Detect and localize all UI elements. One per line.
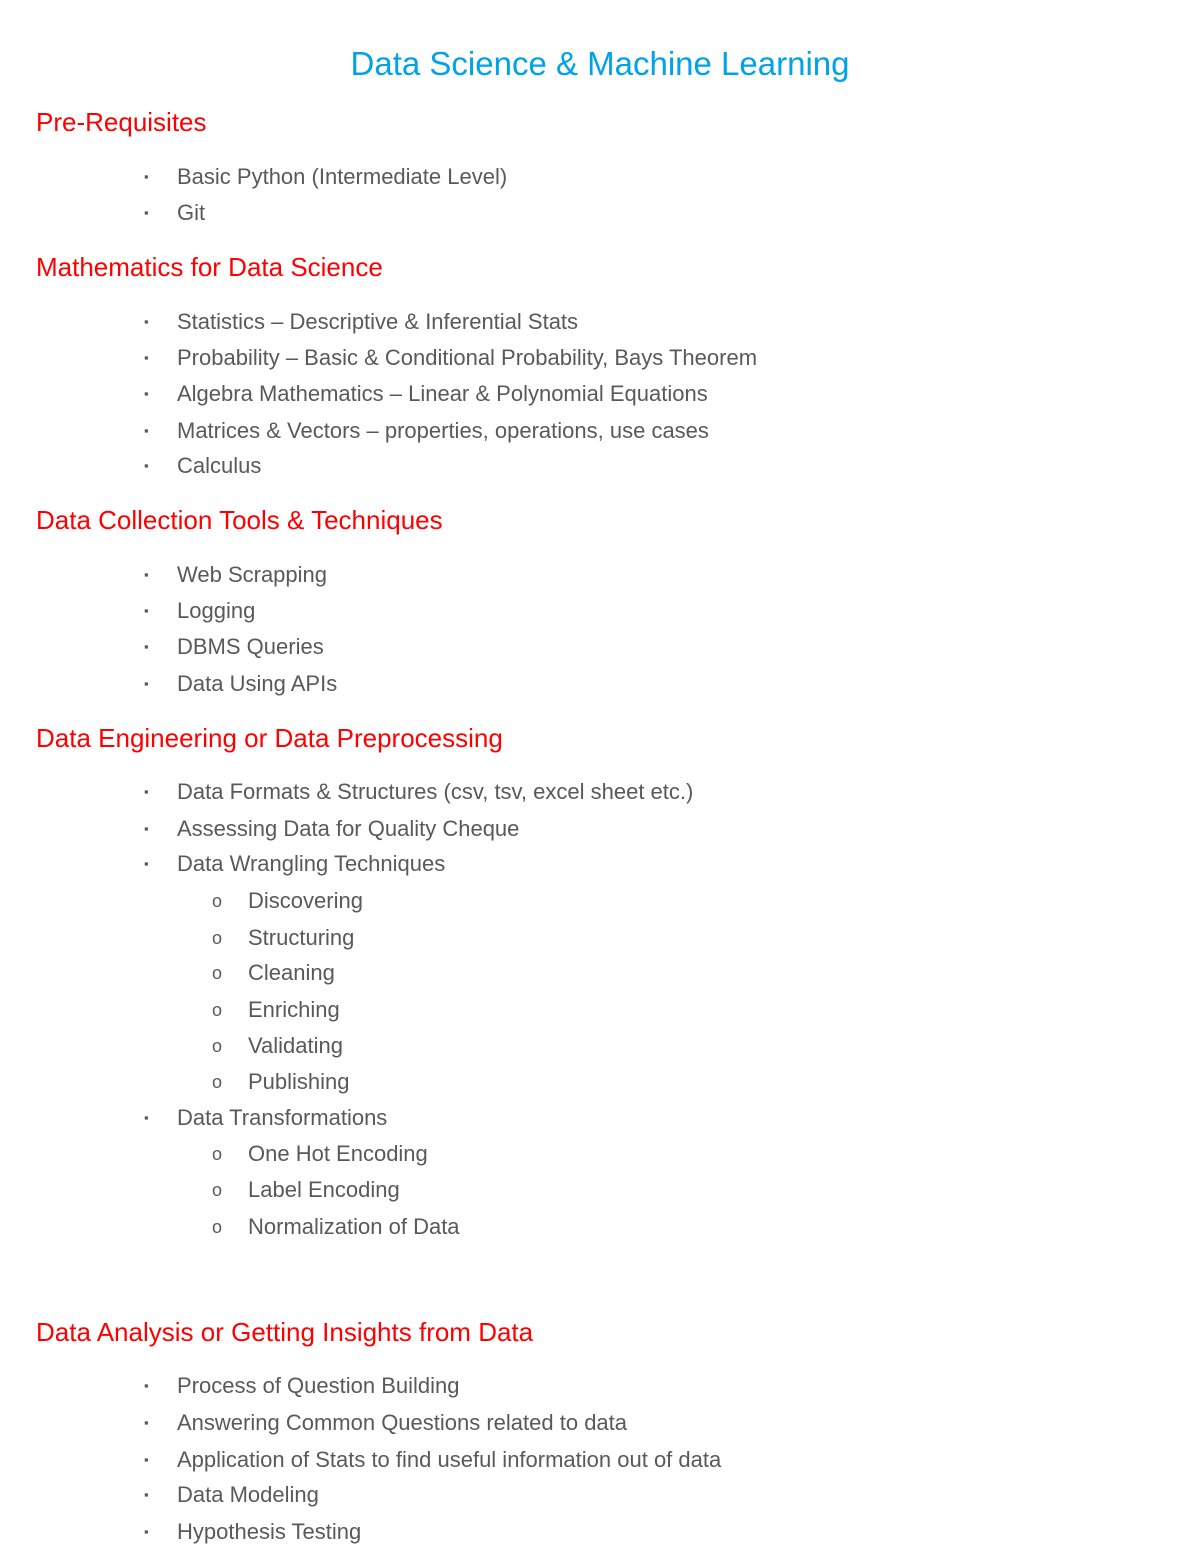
list-item-text: Answering Common Questions related to data	[177, 1410, 628, 1435]
square-bullet-icon: ▪	[144, 350, 149, 365]
list-item	[144, 597, 256, 625]
circle-bullet-icon: o	[212, 963, 223, 983]
list-item-text: Basic Python (Intermediate Level)	[177, 164, 508, 189]
list-item	[144, 308, 579, 336]
sub-list-item	[212, 887, 363, 915]
list-item	[144, 670, 338, 698]
list-item	[144, 1409, 628, 1437]
list-item	[144, 344, 758, 372]
square-bullet-icon: ▪	[144, 567, 149, 582]
list-item	[144, 815, 520, 843]
sub-list-item	[212, 959, 335, 987]
list-item	[144, 1446, 722, 1474]
list-item-text: Git	[177, 200, 206, 225]
list-item-text: Data Transformations	[177, 1105, 388, 1130]
list-item	[144, 199, 206, 227]
sub-list-item-text: Discovering	[248, 888, 363, 913]
sub-list-item	[212, 924, 355, 952]
square-bullet-icon: ▪	[144, 169, 149, 184]
list-item-text: Probability – Basic & Conditional Probability, Bays Theorem	[177, 345, 758, 370]
list-item	[144, 1481, 319, 1509]
circle-bullet-icon: o	[212, 1072, 223, 1092]
list-item-text: DBMS Queries	[177, 634, 324, 659]
square-bullet-icon: ▪	[144, 386, 149, 401]
circle-bullet-icon: o	[212, 1000, 223, 1020]
list-item	[144, 1372, 460, 1400]
circle-bullet-icon: o	[212, 1144, 223, 1164]
sub-list-item	[212, 1213, 460, 1241]
list-item-text: Data Modeling	[177, 1482, 319, 1507]
circle-bullet-icon: o	[212, 1180, 223, 1200]
square-bullet-icon: ▪	[144, 458, 149, 473]
square-bullet-icon: ▪	[144, 1415, 149, 1430]
list-item-text: Application of Stats to find useful information out of data	[177, 1447, 722, 1472]
section-heading-prerequisites: Pre-Requisites	[36, 107, 207, 137]
circle-bullet-icon: o	[212, 1036, 223, 1056]
list-item-text: Calculus	[177, 453, 262, 478]
sub-list-item-text: One Hot Encoding	[248, 1141, 428, 1166]
square-bullet-icon: ▪	[144, 821, 149, 836]
square-bullet-icon: ▪	[144, 676, 149, 691]
sub-list-item	[212, 996, 340, 1024]
square-bullet-icon: ▪	[144, 423, 149, 438]
square-bullet-icon: ▪	[144, 639, 149, 654]
sub-list-item-text: Normalization of Data	[248, 1214, 460, 1239]
list-item-text: Assessing Data for Quality Cheque	[177, 816, 520, 841]
circle-bullet-icon: o	[212, 891, 223, 911]
square-bullet-icon: ▪	[144, 314, 149, 329]
sub-list-item-text: Enriching	[248, 997, 340, 1022]
section-heading-data-engineering: Data Engineering or Data Preprocessing	[36, 723, 503, 753]
square-bullet-icon: ▪	[144, 1452, 149, 1467]
square-bullet-icon: ▪	[144, 856, 149, 871]
list-item-text: Hypothesis Testing	[177, 1519, 362, 1544]
sub-list-item-text: Structuring	[248, 925, 355, 950]
list-item-text: Logging	[177, 598, 256, 623]
sub-list-item	[212, 1176, 400, 1204]
section-heading-data-analysis: Data Analysis or Getting Insights from Data	[36, 1317, 534, 1347]
list-item-text: Data Using APIs	[177, 671, 338, 696]
list-item	[144, 561, 328, 589]
list-item-text: Data Formats & Structures (csv, tsv, excel sheet etc.)	[177, 779, 694, 804]
list-item	[144, 850, 446, 878]
list-item	[144, 163, 508, 191]
list-item-text: Process of Question Building	[177, 1373, 460, 1398]
circle-bullet-icon: o	[212, 1217, 223, 1237]
list-item	[144, 452, 262, 480]
square-bullet-icon: ▪	[144, 1110, 149, 1125]
document-title: Data Science & Machine Learning	[350, 45, 850, 82]
square-bullet-icon: ▪	[144, 1487, 149, 1502]
sub-list-item	[212, 1068, 350, 1096]
list-item-text: Web Scrapping	[177, 562, 328, 587]
list-item	[144, 1518, 362, 1546]
section-heading-data-collection: Data Collection Tools & Techniques	[36, 505, 443, 535]
square-bullet-icon: ▪	[144, 784, 149, 799]
list-item	[144, 417, 709, 445]
square-bullet-icon: ▪	[144, 1524, 149, 1539]
list-item-text: Algebra Mathematics – Linear & Polynomial Equations	[177, 381, 708, 406]
list-item	[144, 633, 324, 661]
list-item	[144, 778, 694, 806]
list-item	[144, 380, 708, 408]
section-heading-mathematics: Mathematics for Data Science	[36, 252, 383, 282]
sub-list-item-text: Publishing	[248, 1069, 350, 1094]
sub-list-item	[212, 1140, 428, 1168]
list-item-text: Matrices & Vectors – properties, operations, use cases	[177, 418, 709, 443]
circle-bullet-icon: o	[212, 928, 223, 948]
square-bullet-icon: ▪	[144, 1378, 149, 1393]
list-item	[144, 1104, 388, 1132]
sub-list-item-text: Label Encoding	[248, 1177, 400, 1202]
sub-list-item	[212, 1032, 343, 1060]
square-bullet-icon: ▪	[144, 205, 149, 220]
list-item-text: Data Wrangling Techniques	[177, 851, 446, 876]
sub-list-item-text: Validating	[248, 1033, 343, 1058]
list-item-text: Statistics – Descriptive & Inferential Stats	[177, 309, 579, 334]
square-bullet-icon: ▪	[144, 603, 149, 618]
sub-list-item-text: Cleaning	[248, 960, 335, 985]
